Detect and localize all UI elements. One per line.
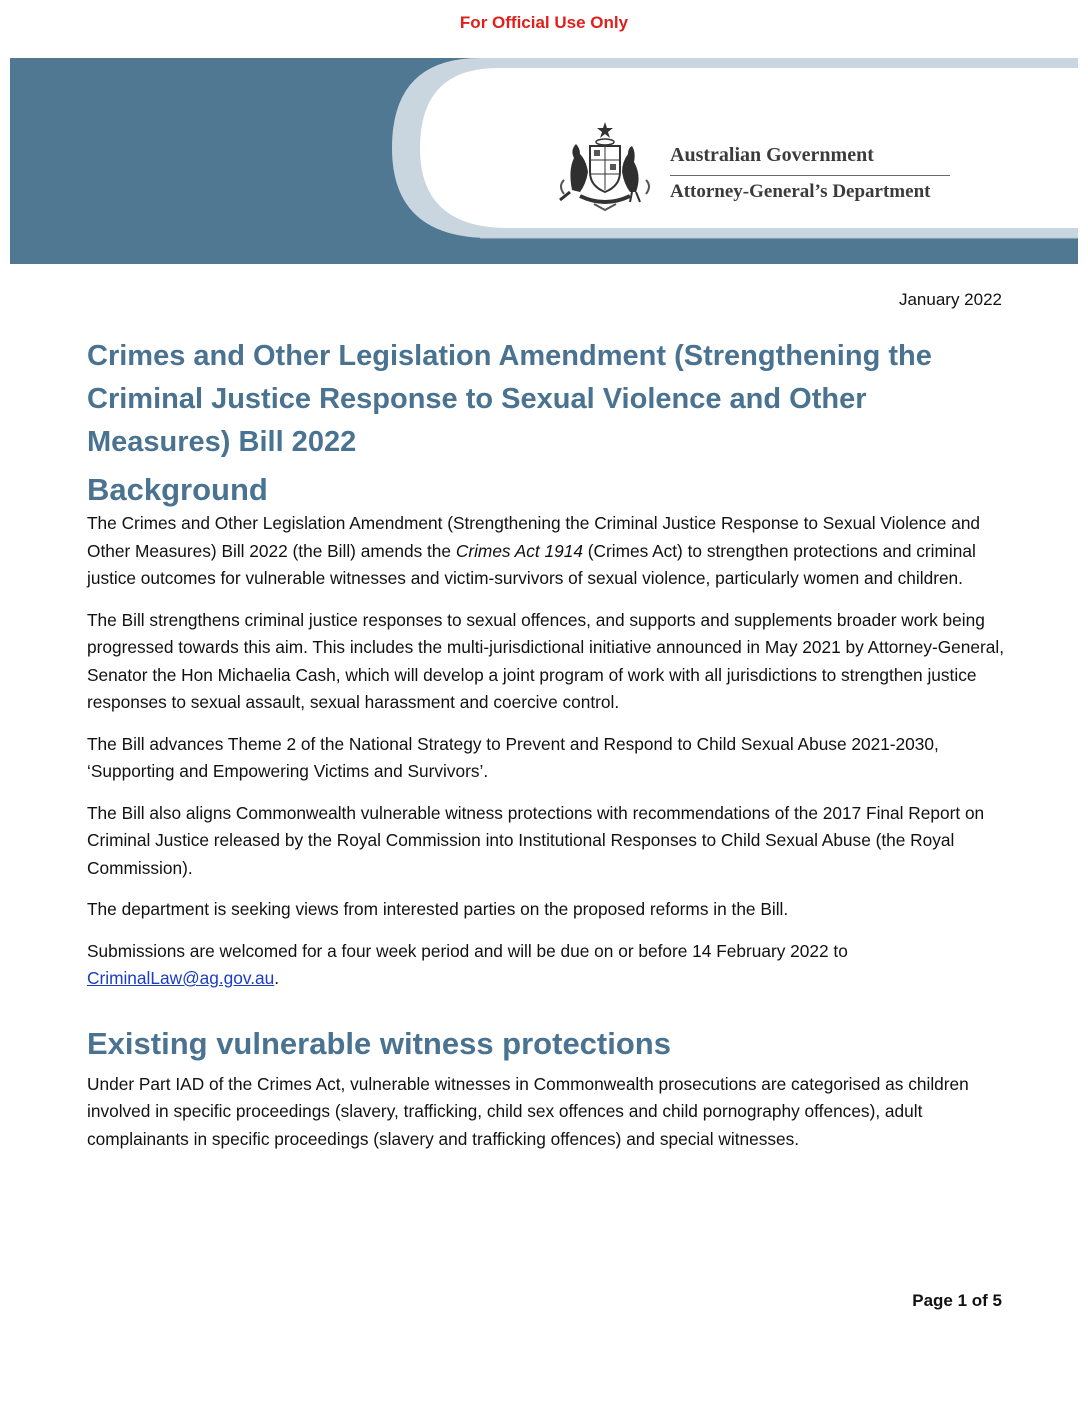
submission-email-link[interactable]: CriminalLaw@ag.gov.au bbox=[87, 968, 275, 988]
header-banner bbox=[10, 58, 1078, 264]
background-paragraph-2: The Bill strengthens criminal justice responses to sexual offences, and supports and supplements broader work being progressed towards this aim. This includes the multi-jurisdictional initiative announced in May 2021 by Attorney-General, Senator the Hon Michaelia Cash, which will develop a joint program of work with all jurisdictions to strengthen justice responses to sexual assault, sexual harassment and coercive control. bbox=[87, 609, 1005, 712]
coat-of-arms-icon bbox=[550, 120, 660, 212]
department-name: Attorney-General’s Department bbox=[670, 181, 931, 202]
heading-background: Background bbox=[87, 472, 268, 507]
background-paragraph-5: The department is seeking views from interested parties on the proposed reforms in the Bill. bbox=[87, 899, 789, 919]
heading-existing-protections: Existing vulnerable witness protections bbox=[87, 1025, 671, 1061]
classification-marking: For Official Use Only bbox=[459, 13, 629, 32]
document-title: Crimes and Other Legislation Amendment (Strengthening the Criminal Justice Response to Sexual Violence and Other Measures) Bill 2022 bbox=[87, 340, 932, 458]
background-paragraph-6 bbox=[87, 938, 1005, 993]
act-citation: Crimes Act 1914 bbox=[455, 540, 583, 561]
background-paragraph-1 bbox=[87, 510, 1005, 593]
banner-graphic bbox=[10, 58, 1078, 264]
document-body bbox=[87, 335, 1005, 1167]
paragraph-text: Submissions are welcomed for a four week period and will be due on or before 14 February 2022 to bbox=[87, 940, 848, 961]
background-paragraph-3: The Bill advances Theme 2 of the National Strategy to Prevent and Respond to Child Sexual Abuse 2021-2030, ‘Supporting and Empowering Victims and Survivors’. bbox=[87, 733, 939, 781]
logo-divider bbox=[670, 175, 950, 176]
page-number: Page 1 of 5 bbox=[912, 1291, 1002, 1310]
paragraph-text: The Crimes and Other Legislation Amendment (Strengthening the Criminal Justice Response to Sexual Violence and Other Measures) Bill 2022 (the Bill) amends the bbox=[87, 513, 981, 561]
paragraph-text: . bbox=[274, 968, 280, 988]
paragraph-text: (Crimes Act) to strengthen protections and criminal justice outcomes for vulnerable witnesses and victim-survivors of sexual violence, particularly women and children. bbox=[87, 540, 976, 588]
background-paragraph-4: The Bill also aligns Commonwealth vulnerable witness protections with recommendations of the 2017 Final Report on Criminal Justice released by the Royal Commission into Institutional Responses to Child Sexual Abuse (the Royal Commission). bbox=[87, 802, 985, 878]
government-name: Australian Government bbox=[670, 144, 874, 166]
document-date: January 2022 bbox=[898, 290, 1002, 309]
existing-paragraph-1: Under Part IAD of the Crimes Act, vulnerable witnesses in Commonwealth prosecutions are categorised as children involved in specific proceedings (slavery, trafficking, child sex offences and child pornography offences), adult complainants in specific proceedings (slavery and trafficking offences) and special witnesses. bbox=[87, 1073, 969, 1149]
